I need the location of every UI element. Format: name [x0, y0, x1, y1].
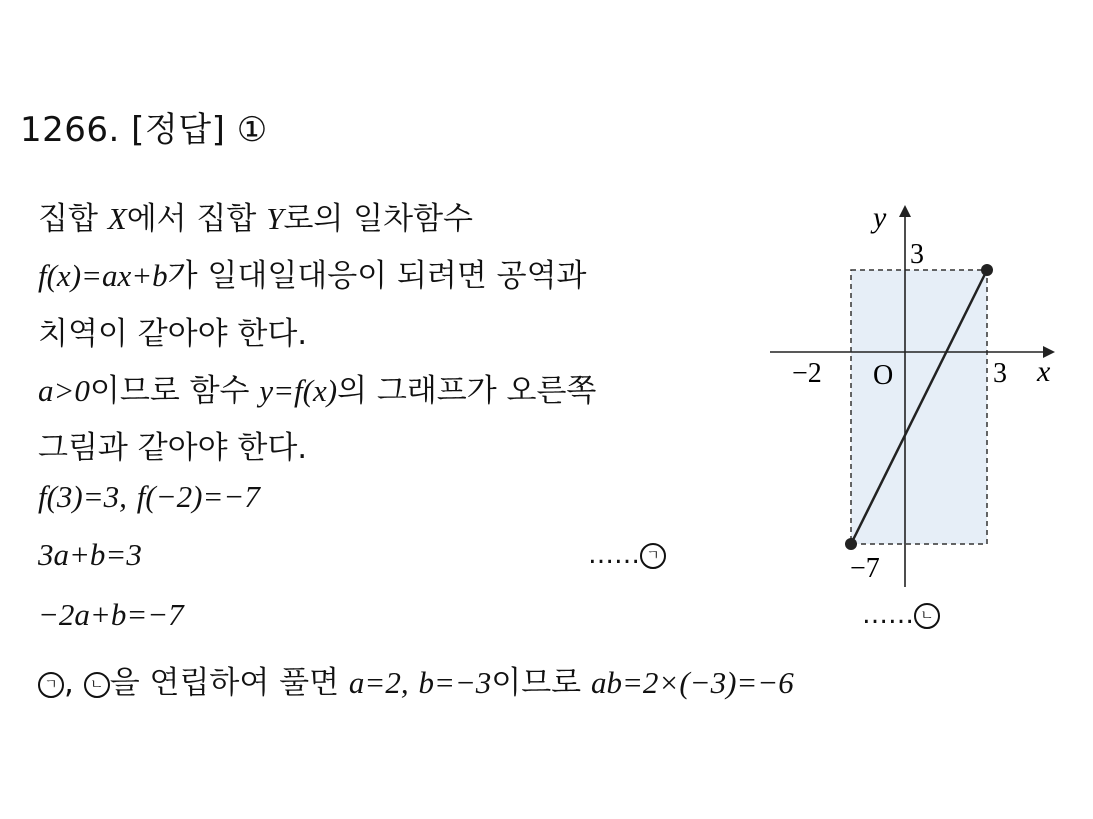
text: 가 일대일대응이 되려면 공역과	[167, 258, 587, 294]
answer-label: [정답]	[131, 110, 226, 150]
circled-mark-1: ㄱ	[38, 672, 64, 698]
equation-2-tag	[862, 600, 940, 630]
solution-line-3	[38, 308, 307, 353]
set-x: X	[107, 201, 127, 236]
equation: f(−2)=−7	[136, 479, 260, 514]
a-value: a=2,	[348, 665, 409, 700]
result: ab=2×(−3)=−6	[590, 665, 794, 700]
endpoint-top	[981, 264, 993, 276]
equation-1-tag	[588, 540, 666, 570]
condition: a>0	[38, 373, 90, 408]
text: 에서 집합	[126, 201, 267, 237]
equation: f(3)=3,	[38, 479, 127, 514]
circled-mark-2: ㄴ	[84, 672, 110, 698]
solution-line-6	[38, 479, 260, 515]
tick-x-3: 3	[993, 358, 1007, 389]
dots: ……	[862, 600, 914, 630]
circled-mark-1: ㄱ	[640, 543, 666, 569]
text: 이므로 함수	[89, 373, 260, 409]
y-axis-label: y	[873, 201, 887, 234]
text: 을 연립하여 풀면	[109, 665, 349, 701]
solution-line-4	[38, 365, 596, 410]
function-expression: f(x)=ax+b	[38, 258, 168, 293]
tick-x-neg2: −2	[792, 358, 822, 389]
tick-y-3: 3	[910, 239, 924, 270]
text: 그림과 같아야 한다.	[38, 430, 308, 466]
text: 로의 일차함수	[283, 201, 473, 237]
equation-1: 3a+b=3	[38, 537, 142, 572]
text: 집합	[38, 201, 108, 237]
solution-line-7	[38, 537, 142, 573]
solution-line-9	[38, 657, 794, 702]
function-graph	[765, 195, 1075, 595]
text: 이므로	[491, 665, 591, 701]
equation-2: −2a+b=−7	[38, 597, 184, 632]
circled-mark-2: ㄴ	[914, 603, 940, 629]
text: 의 그래프가 오른쪽	[337, 373, 597, 409]
problem-header	[20, 102, 268, 151]
b-value: b=−3	[418, 665, 492, 700]
solution-line-1	[38, 193, 473, 238]
set-y: Y	[266, 201, 284, 236]
answer-mark: ①	[236, 110, 268, 150]
text: ,	[64, 665, 74, 701]
text: 치역이 같아야 한다.	[38, 316, 308, 352]
dots: ……	[588, 540, 640, 570]
endpoint-bottom	[845, 538, 857, 550]
origin-label: O	[873, 360, 894, 391]
solution-line-5	[38, 422, 307, 467]
y-axis-arrow	[899, 205, 911, 217]
tick-y-neg7: −7	[850, 553, 880, 584]
x-axis-label: x	[1037, 355, 1051, 388]
function-expression: y=f(x)	[259, 373, 338, 408]
solution-line-8	[38, 597, 184, 633]
problem-number: 1266.	[20, 110, 120, 150]
solution-line-2	[38, 250, 586, 295]
